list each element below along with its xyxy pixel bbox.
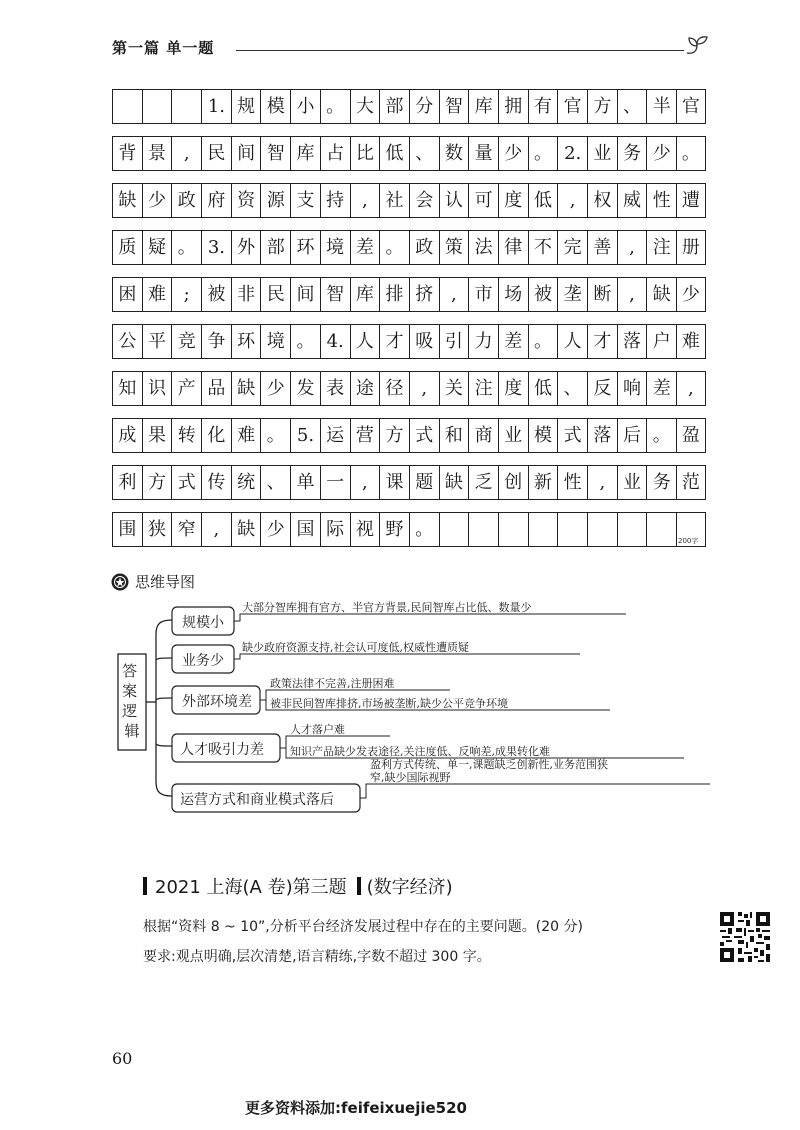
grid-cell: 业 (498, 418, 528, 453)
grid-cell: 官 (557, 89, 587, 124)
grid-cell: 式 (557, 418, 587, 453)
grid-cell: 权 (587, 183, 617, 218)
grid-cell: 才 (587, 324, 617, 359)
grid-cell: 垄 (557, 277, 587, 312)
grid-cell: 。 (528, 136, 558, 171)
branch-label: 规模小 (182, 615, 224, 631)
grid-cell: 知 (112, 371, 142, 406)
grid-cell: 度 (498, 371, 528, 406)
grid-cell: 非 (231, 277, 261, 312)
root-char: 答 (122, 662, 138, 680)
grid-row (112, 465, 706, 500)
grid-cell: 才 (379, 324, 409, 359)
grid-cell: 册 (676, 230, 706, 265)
grid-cell: 2. (557, 136, 587, 171)
heading-bar (357, 877, 361, 895)
grid-cell: 范 (676, 465, 706, 500)
grid-cell: 力 (468, 324, 498, 359)
grid-cell: 业 (617, 465, 647, 500)
grid-cell: 式 (171, 465, 201, 500)
mind-map-diagram (100, 596, 740, 836)
grid-cell: 竞 (171, 324, 201, 359)
grid-cell: 分 (409, 89, 439, 124)
grid-cell: 盈 (676, 418, 706, 453)
grid-cell: , (617, 230, 647, 265)
branch-detail: 政策法律不完善,注册困难 (270, 677, 395, 690)
grid-row (112, 183, 706, 218)
grid-cell: 背 (112, 136, 142, 171)
grid-cell: 运 (320, 418, 350, 453)
grid-cell: 占 (320, 136, 350, 171)
grid-cell: 间 (290, 277, 320, 312)
grid-cell: 方 (379, 418, 409, 453)
grid-cell: 。 (409, 512, 439, 547)
grid-cell: 低 (528, 371, 558, 406)
branch-detail: 人才落户难 (290, 723, 345, 736)
root-char: 辑 (124, 722, 140, 740)
grid-cell (112, 89, 142, 124)
grid-cell: , (350, 465, 380, 500)
grid-cell: 疑 (142, 230, 172, 265)
grid-cell: 府 (201, 183, 231, 218)
mind-map-branch-line (156, 658, 172, 660)
question-title: 2021 上海(A 卷)第三题 (155, 877, 347, 898)
grid-cell: 新 (528, 465, 558, 500)
grid-cell: 有 (528, 89, 558, 124)
grid-cell: 排 (379, 277, 409, 312)
grid-cell: 化 (201, 418, 231, 453)
grid-cell: 大 (350, 89, 380, 124)
grid-cell (468, 512, 498, 547)
grid-cell: 模 (528, 418, 558, 453)
grid-cell: 外 (231, 230, 261, 265)
grid-cell: , (171, 136, 201, 171)
grid-cell: 课 (379, 465, 409, 500)
grid-cell: 、 (409, 136, 439, 171)
grid-cell: 注 (646, 230, 676, 265)
grid-row (112, 277, 706, 312)
grid-cell: 途 (350, 371, 380, 406)
grid-cell (439, 512, 469, 547)
grid-cell: 会 (409, 183, 439, 218)
grid-cell: 策 (439, 230, 469, 265)
grid-cell: 方 (142, 465, 172, 500)
grid-cell: 1. (201, 89, 231, 124)
grid-cell: 支 (290, 183, 320, 218)
grid-cell: 。 (676, 136, 706, 171)
grid-cell: , (409, 371, 439, 406)
grid-cell: 缺 (112, 183, 142, 218)
grid-cell: 差 (498, 324, 528, 359)
grid-cell: 库 (350, 277, 380, 312)
grid-cell: 法 (468, 230, 498, 265)
grid-cell: 性 (646, 183, 676, 218)
grid-cell: 低 (528, 183, 558, 218)
grid-cell: 创 (498, 465, 528, 500)
grid-cell: 和 (439, 418, 469, 453)
grid-cell: 境 (320, 230, 350, 265)
grid-cell: 政 (409, 230, 439, 265)
grid-cell: 发 (290, 371, 320, 406)
page-number: 60 (112, 1049, 133, 1068)
root-char: 案 (122, 682, 138, 700)
grid-cell: 注 (468, 371, 498, 406)
grid-cell (498, 512, 528, 547)
grid-cell: 方 (587, 89, 617, 124)
grid-cell: 少 (646, 136, 676, 171)
branch-detail: 被非民间智库排挤,市场被垄断,缺少公平竞争环境 (270, 697, 508, 710)
grid-row (112, 512, 706, 547)
word-count-label: 200字 (678, 537, 699, 545)
grid-cell: 吸 (409, 324, 439, 359)
branch-label: 人才吸引力差 (180, 742, 264, 758)
grid-row (112, 89, 706, 124)
grid-cell: 民 (201, 136, 231, 171)
grid-cell: 市 (468, 277, 498, 312)
grid-cell: , (201, 512, 231, 547)
grid-cell (528, 512, 558, 547)
grid-cell: 难 (142, 277, 172, 312)
grid-cell: 缺 (231, 512, 261, 547)
grid-cell: 平 (142, 324, 172, 359)
grid-cell: 缺 (646, 277, 676, 312)
grid-cell: 智 (260, 136, 290, 171)
grid-cell: 缺 (439, 465, 469, 500)
question-requirement: 要求:观点明确,层次清楚,语言精练,字数不超过 300 字。 (143, 949, 491, 965)
grid-cell: 。 (290, 324, 320, 359)
grid-cell: 题 (409, 465, 439, 500)
grid-cell: 产 (171, 371, 201, 406)
grid-cell: 后 (617, 418, 647, 453)
grid-cell: 拥 (498, 89, 528, 124)
grid-row (112, 418, 706, 453)
question-heading (143, 873, 453, 899)
grid-cell: 成 (112, 418, 142, 453)
grid-cell: 比 (350, 136, 380, 171)
grid-cell: 善 (587, 230, 617, 265)
grid-cell: 务 (646, 465, 676, 500)
grid-cell: 威 (617, 183, 647, 218)
grid-cell: 落 (617, 324, 647, 359)
grid-cell: 。 (320, 89, 350, 124)
grid-cell: 4. (320, 324, 350, 359)
grid-cell: 半 (646, 89, 676, 124)
chapter-title: 第一篇 单一题 (112, 39, 215, 57)
grid-cell: ; (171, 277, 201, 312)
branch-label: 外部环境差 (182, 694, 252, 710)
grid-cell: 业 (587, 136, 617, 171)
grid-cell: 断 (587, 277, 617, 312)
grid-cell: 低 (379, 136, 409, 171)
grid-cell: , (557, 183, 587, 218)
grid-cell: 。 (260, 418, 290, 453)
grid-cell: 。 (171, 230, 201, 265)
grid-cell: 公 (112, 324, 142, 359)
grid-cell: 一 (320, 465, 350, 500)
grid-cell: 部 (260, 230, 290, 265)
grid-cell (587, 512, 617, 547)
grid-cell: 统 (231, 465, 261, 500)
grid-cell: 果 (142, 418, 172, 453)
grid-cell: 场 (498, 277, 528, 312)
grid-cell (557, 512, 587, 547)
branch-detail: 盈利方式传统、单一,课题缺乏创新性,业务范围狭 (370, 758, 608, 771)
grid-cell: 引 (439, 324, 469, 359)
grid-cell (142, 89, 172, 124)
grid-cell: 被 (201, 277, 231, 312)
grid-cell: 落 (587, 418, 617, 453)
grid-cell: 规 (231, 89, 261, 124)
grid-cell: 环 (231, 324, 261, 359)
branch-label: 业务少 (182, 653, 224, 669)
grid-cell: 小 (290, 89, 320, 124)
grid-cell: 少 (142, 183, 172, 218)
grid-cell: 式 (409, 418, 439, 453)
grid-cell: 关 (439, 371, 469, 406)
root-char: 逻 (122, 702, 138, 720)
grid-cell: 官 (676, 89, 706, 124)
grid-cell: 难 (676, 324, 706, 359)
grid-cell: 、 (557, 371, 587, 406)
branch-label: 运营方式和商业模式落后 (180, 792, 334, 808)
grid-cell (646, 512, 676, 547)
grid-cell: 视 (350, 512, 380, 547)
grid-cell: 差 (350, 230, 380, 265)
mind-map-root-label (122, 662, 142, 740)
branch-detail: 知识产品缺少发表途径,关注度低、反响差,成果转化难 (290, 745, 550, 758)
mind-map-icon (111, 573, 129, 591)
grid-cell: 模 (260, 89, 290, 124)
grid-cell: 窄 (171, 512, 201, 547)
grid-cell: 争 (201, 324, 231, 359)
grid-cell: 人 (350, 324, 380, 359)
mind-map-heading (111, 571, 195, 592)
heading-bar (143, 877, 147, 895)
grid-cell: 社 (379, 183, 409, 218)
mind-map-branch-line (156, 698, 172, 700)
grid-cell: 乏 (468, 465, 498, 500)
branch-detail: 窄,缺少国际视野 (370, 771, 451, 784)
grid-cell: 部 (379, 89, 409, 124)
grid-cell: 表 (320, 371, 350, 406)
grid-cell: 数 (439, 136, 469, 171)
grid-cell: 度 (498, 183, 528, 218)
sprout-icon (684, 33, 710, 59)
grid-cell: 响 (617, 371, 647, 406)
grid-cell: 少 (260, 371, 290, 406)
grid-cell: 资 (231, 183, 261, 218)
grid-cell: 单 (290, 465, 320, 500)
grid-cell: 、 (260, 465, 290, 500)
grid-cell: 。 (379, 230, 409, 265)
grid-cell: 持 (320, 183, 350, 218)
grid-cell: 少 (260, 512, 290, 547)
footer-watermark: 更多资料添加:feifeixuejie520 (245, 1099, 467, 1117)
grid-cell: 识 (142, 371, 172, 406)
grid-cell: 不 (528, 230, 558, 265)
grid-cell: 少 (676, 277, 706, 312)
grid-cell: 径 (379, 371, 409, 406)
grid-cell: 质 (112, 230, 142, 265)
grid-cell: 完 (557, 230, 587, 265)
grid-cell: 困 (112, 277, 142, 312)
grid-cell: 少 (498, 136, 528, 171)
grid-cell: 源 (260, 183, 290, 218)
qr-code-icon (720, 912, 770, 962)
grid-cell: 5. (290, 418, 320, 453)
grid-cell: 人 (557, 324, 587, 359)
grid-cell: 性 (557, 465, 587, 500)
grid-cell (617, 512, 647, 547)
grid-cell: 缺 (231, 371, 261, 406)
grid-cell: 商 (468, 418, 498, 453)
grid-cell: 库 (290, 136, 320, 171)
header-rule (236, 50, 684, 51)
grid-cell: , (617, 277, 647, 312)
grid-cell: 国 (290, 512, 320, 547)
mind-map-spine (156, 620, 172, 796)
grid-cell: 3. (201, 230, 231, 265)
grid-cell: 际 (320, 512, 350, 547)
grid-cell: 难 (231, 418, 261, 453)
branch-detail: 缺少政府资源支持,社会认可度低,权威性遭质疑 (242, 641, 469, 654)
grid-cell: 差 (646, 371, 676, 406)
grid-cell: 围 (112, 512, 142, 547)
branch-detail: 大部分智库拥有官方、半官方背景,民间智库占比低、数量少 (242, 601, 532, 614)
grid-cell: , (676, 371, 706, 406)
grid-cell: 环 (290, 230, 320, 265)
grid-cell: 政 (171, 183, 201, 218)
grid-cell: 间 (231, 136, 261, 171)
grid-cell: 库 (468, 89, 498, 124)
grid-cell: 传 (201, 465, 231, 500)
grid-row (112, 136, 706, 171)
grid-cell: 。 (528, 324, 558, 359)
grid-cell: 可 (468, 183, 498, 218)
grid-cell: 认 (439, 183, 469, 218)
branch-detail-line (234, 614, 626, 621)
grid-cell: 营 (350, 418, 380, 453)
grid-cell: 利 (112, 465, 142, 500)
grid-cell: , (439, 277, 469, 312)
grid-cell: 反 (587, 371, 617, 406)
grid-cell: 境 (260, 324, 290, 359)
grid-cell (171, 89, 201, 124)
grid-cell: 务 (617, 136, 647, 171)
grid-cell: 智 (320, 277, 350, 312)
grid-row (112, 230, 706, 265)
grid-cell: , (350, 183, 380, 218)
page-header (112, 33, 710, 63)
grid-cell: 转 (171, 418, 201, 453)
grid-cell: 、 (617, 89, 647, 124)
mind-map-branch-line (156, 744, 172, 746)
question-prompt: 根据“资料 8 ~ 10”,分析平台经济发展过程中存在的主要问题。(20 分) (143, 919, 583, 935)
grid-row (112, 324, 706, 359)
grid-cell: 挤 (409, 277, 439, 312)
branch-detail-line (234, 654, 580, 659)
grid-cell: 户 (646, 324, 676, 359)
grid-cell: 遭 (676, 183, 706, 218)
grid-cell: 野 (379, 512, 409, 547)
grid-cell: 律 (498, 230, 528, 265)
grid-cell: 狭 (142, 512, 172, 547)
grid-row (112, 371, 706, 406)
grid-cell: 民 (260, 277, 290, 312)
essay-writing-grid (112, 89, 706, 559)
grid-cell: , (587, 465, 617, 500)
question-body (143, 912, 583, 972)
grid-cell: 量 (468, 136, 498, 171)
grid-cell: 。 (646, 418, 676, 453)
question-topic: (数字经济) (366, 877, 453, 898)
grid-cell: 品 (201, 371, 231, 406)
grid-cell: 景 (142, 136, 172, 171)
branch-detail-line (360, 784, 710, 798)
grid-cell: 被 (528, 277, 558, 312)
mind-map-title: 思维导图 (135, 573, 196, 591)
grid-cell: 智 (439, 89, 469, 124)
